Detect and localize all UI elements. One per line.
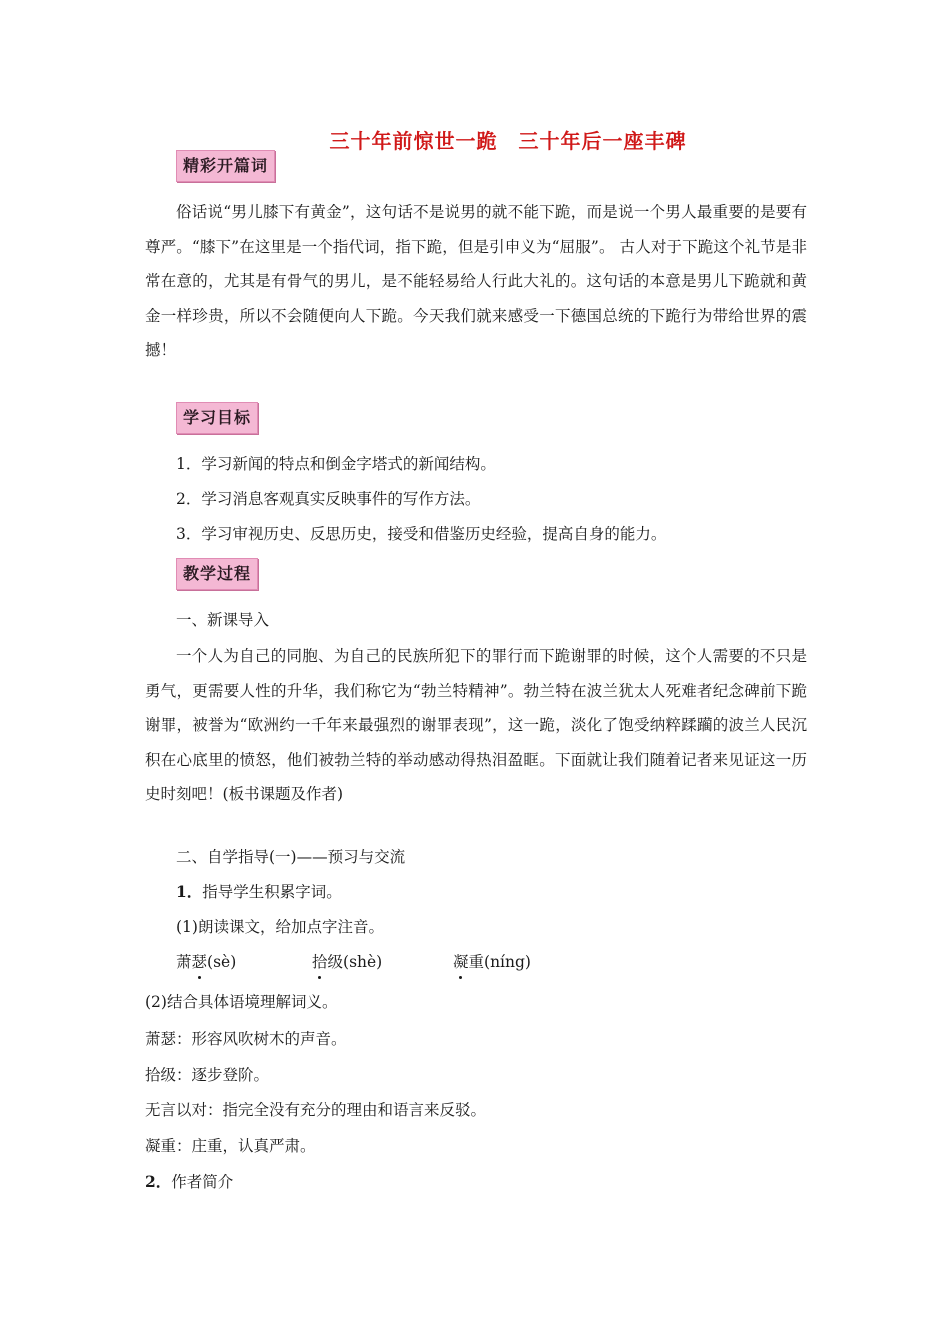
- vocab-entry: [176, 950, 236, 974]
- vocab-pinyin: 重(níng): [468, 953, 531, 971]
- item-number: 1．: [176, 882, 203, 901]
- part-heading-self-study: 二、自学指导(一)——预习与交流: [176, 848, 406, 866]
- item-number: 2．: [145, 1172, 172, 1191]
- vocab-entry: [312, 950, 382, 974]
- vocab-pinyin: 级(shè): [327, 953, 383, 971]
- part-heading-intro: 一、新课导入: [176, 611, 270, 629]
- vocab-char: 萧: [176, 953, 192, 971]
- section-badge-process: 教学过程: [176, 558, 258, 590]
- document-title: 三十年前惊世一跪 三十年后一座丰碑: [329, 129, 687, 153]
- section-badge-goals: 学习目标: [176, 402, 258, 434]
- item-text: 作者简介: [171, 1173, 234, 1191]
- vocab-pinyin: (sè): [207, 953, 237, 971]
- dotted-char: 凝: [453, 950, 469, 974]
- item-text: 指导学生积累字词。: [202, 883, 342, 901]
- sub-item: (1)朗读课文，给加点字注音。: [176, 918, 384, 936]
- opening-paragraph: 俗话说“男儿膝下有黄金”，这句话不是说男的就不能下跪，而是说一个男人最重要的是要有尊严。“膝下”在这里是一个指代词，指下跪，但是引申义为“屈服”。 古人对于下跪这个礼节是非常在意的，尤其是有骨气的男儿，是不能轻易给人行此大礼的。这句话的本意是男儿下跪就和黄金一样珍贵，所以不会随便向人下跪。今天我们就来感受一下德国总统的下跪行为带给世界的震撼！: [145, 203, 807, 359]
- definition: 拾级：逐步登阶。: [145, 1066, 270, 1084]
- sub-item: (2)结合具体语境理解词义。: [145, 993, 338, 1011]
- goal-item: 2．学习消息客观真实反映事件的写作方法。: [176, 490, 481, 508]
- list-item: [145, 1170, 233, 1194]
- goal-item: 3．学习审视历史、反思历史，接受和借鉴历史经验，提高自身的能力。: [176, 525, 667, 543]
- dotted-char: 拾: [312, 950, 328, 974]
- definition: 无言以对：指完全没有充分的理由和语言来反驳。: [145, 1101, 487, 1119]
- definition: 凝重：庄重，认真严肃。: [145, 1137, 316, 1155]
- definition: 萧瑟：形容风吹树木的声音。: [145, 1030, 347, 1048]
- vocab-entry: [453, 950, 531, 974]
- intro-paragraph: 一个人为自己的同胞、为自己的民族所犯下的罪行而下跪谢罪的时候，这个人需要的不只是勇气，更需要人性的升华，我们称它为“勃兰特精神”。勃兰特在波兰犹太人死难者纪念碑前下跪谢罪，被誉为“欧洲约一千年来最强烈的谢罪表现”，这一跪，淡化了饱受纳粹蹂躏的波兰人民沉积在心底里的愤怒，他们被勃兰特的举动感动得热泪盈眶。下面就让我们随着记者来见证这一历史时刻吧！(板书课题及作者): [145, 647, 807, 803]
- goal-item: 1．学习新闻的特点和倒金字塔式的新闻结构。: [176, 455, 496, 473]
- section-badge-opening: 精彩开篇词: [176, 150, 275, 182]
- list-item: [176, 880, 342, 904]
- dotted-char: 瑟: [192, 950, 208, 974]
